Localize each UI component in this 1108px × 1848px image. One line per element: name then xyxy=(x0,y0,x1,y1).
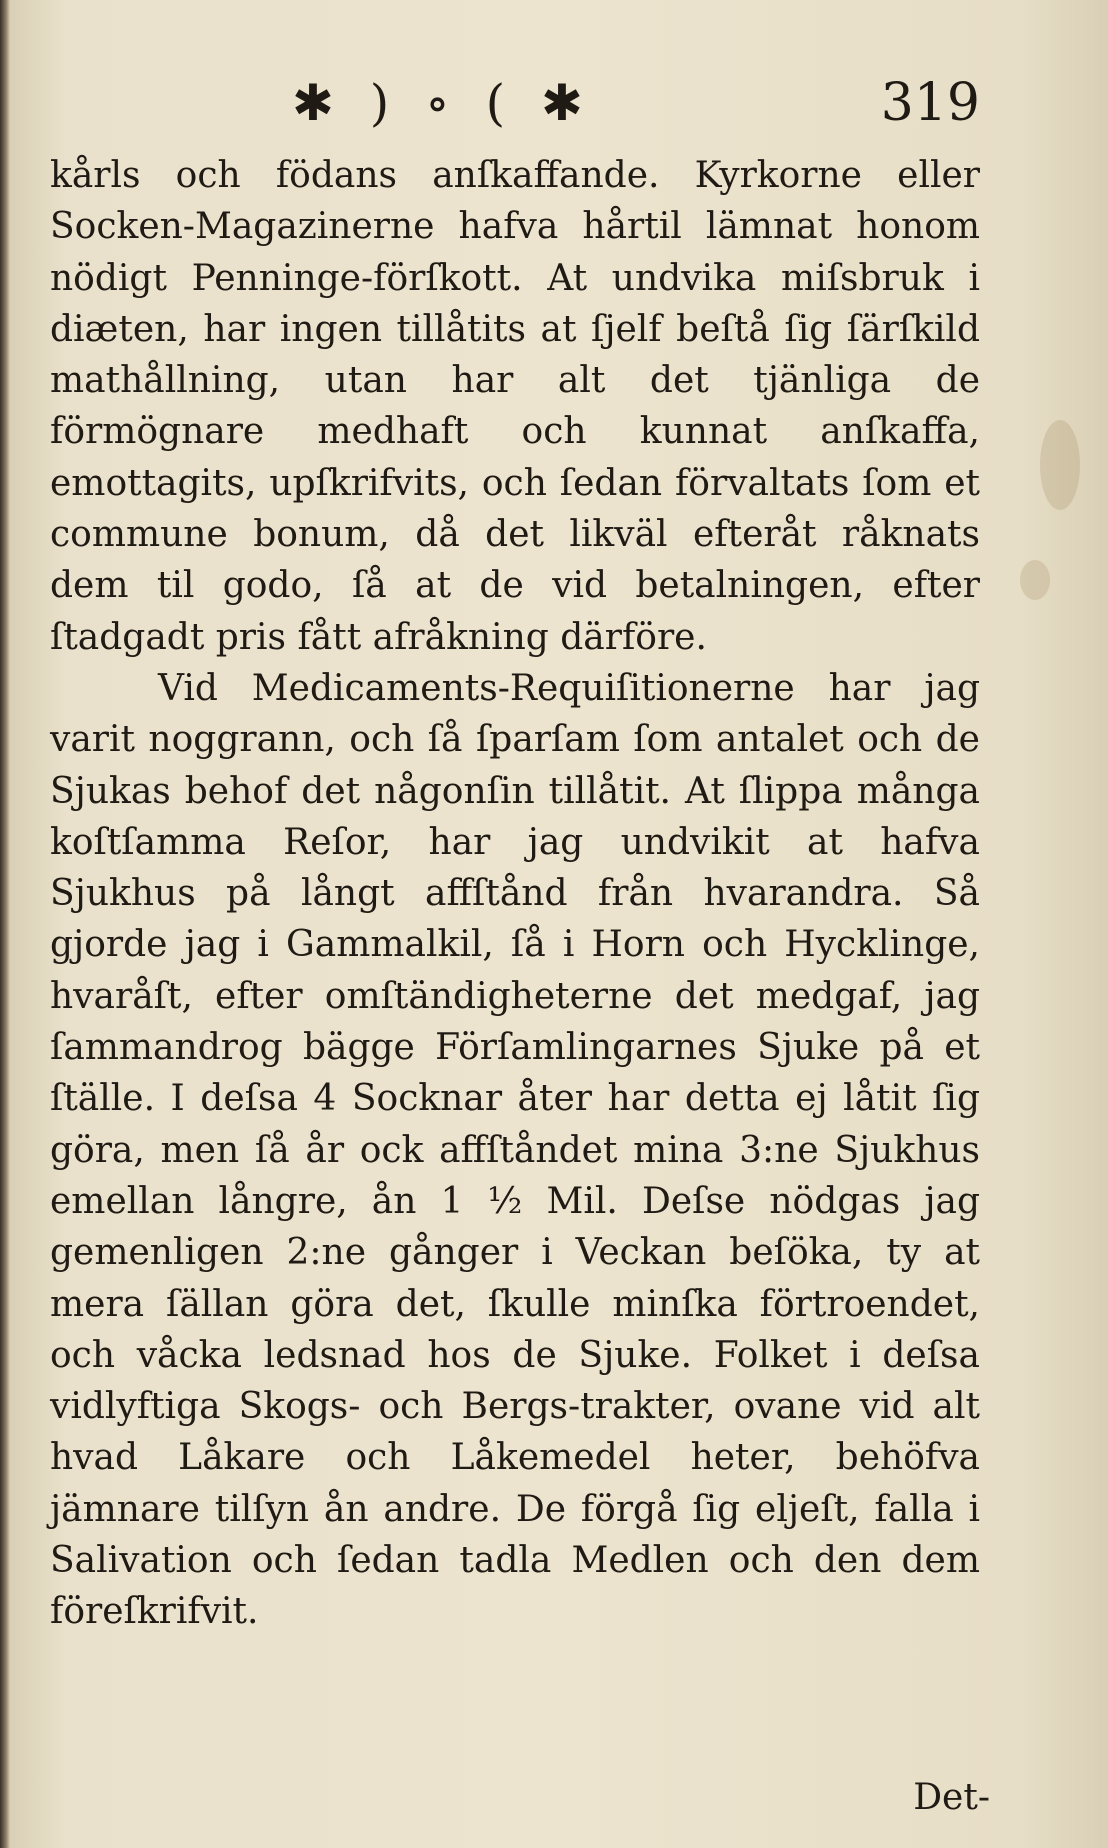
catchword: Det- xyxy=(913,1777,990,1818)
paragraph-1: kårls och födans anſkaffande. Kyrkorne eller Socken-Magazinerne hafva hårtil lämnat honom nödigt Penninge-förſkott. At undvika miſsbruk i diæten, har ingen tillåtits at ſjelf beſtå ſig ſärſkild mathållning, utan har alt det tjänliga de förmögnare medhaft och kunnat anſkaffa, emottagits, upſkrifvits, och ſedan förvaltats ſom et commune bonum, då det likväl efteråt råknats dem til godo, ſå at de vid betalningen, efter ſtadgadt pris fått afråkning därföre. xyxy=(50,155,980,658)
body-text xyxy=(50,150,980,1638)
paragraph-2: Vid Medicaments-Requiſitionerne har jag varit noggrann, och ſå ſparſam ſom antalet och de Sjukas behof det någonſin tillåtit. At ſlippa många koſtſamma Reſor, har jag undvikit at hafva Sjukhus på långt affſtånd från hvarandra. Så gjorde jag i Gammalkil, ſå i Horn och Hycklinge, hvaråſt, efter omſtändigheterne det medgaf, jag ſammandrog bägge Förſamlingarnes Sjuke på et ſtälle. I deſsa 4 Socknar åter har detta ej låtit ſig göra, men ſå år ock affſtåndet mina 3:ne Sjukhus emellan långre, ån 1 ½ Mil. Deſse nödgas jag gemenligen 2:ne gånger i Veckan beſöka, ty at mera ſällan göra det, ſkulle minſka förtroendet, och våcka ledsnad hos de Sjuke. Folket i deſsa vidlyftiga Skogs- och Bergs-trakter, ovane vid alt hvad Låkare och Låkemedel heter, behöfva jämnare tilſyn ån andre. De förgå ſig eljeſt, falla i Salivation och ſedan tadla Medlen och den dem föreſkrifvit. xyxy=(50,667,980,1633)
page-number: 319 xyxy=(880,73,980,133)
running-header xyxy=(0,68,1108,138)
paper-stain xyxy=(1020,560,1050,600)
paper-stain xyxy=(1040,420,1080,510)
page-edge-shadow xyxy=(0,0,10,1848)
header-ornament: ✱ ) ∘ ( ✱ xyxy=(292,74,593,132)
